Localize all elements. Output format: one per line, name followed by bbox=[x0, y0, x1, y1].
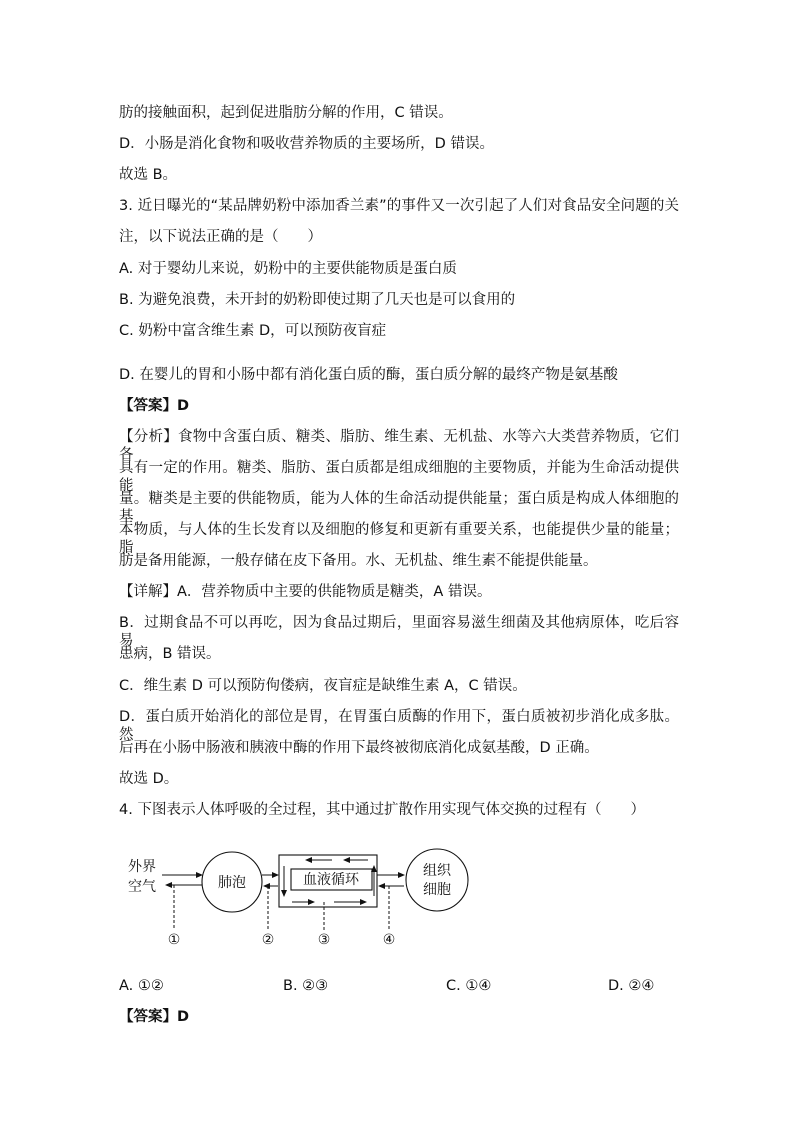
q4-option-c: C. ①④ bbox=[446, 978, 492, 994]
option-d: D. 在婴儿的胃和小肠中都有消化蛋白质的酶，蛋白质分解的最终产物是氨基酸 bbox=[119, 367, 618, 383]
text-line: 故选 B。 bbox=[119, 167, 178, 183]
blood-circulation-label: 血液循环 bbox=[303, 872, 359, 888]
detail-line: 后再在小肠中肠液和胰液中酶的作用下最终被彻底消化成氨基酸，D 正确。 bbox=[119, 740, 599, 756]
detail-line: C．维生素 D 可以预防佝偻病，夜盲症是缺维生素 A，C 错误。 bbox=[119, 678, 527, 694]
process-mark-1: ① bbox=[167, 932, 181, 948]
analysis-line: 本物质，与人体的生长发育以及细胞的修复和更新有重要关系，也能提供少量的能量；脂 bbox=[119, 522, 679, 556]
detail-line: B．过期食品不可以再吃，因为食品过期后，里面容易滋生细菌及其他病原体，吃后容易 bbox=[119, 615, 679, 649]
question-3-stem-cont: 注，以下说法正确的是（ ） bbox=[119, 229, 322, 245]
question-3-stem: 3. 近日曝光的“某品牌奶粉中添加香兰素”的事件又一次引起了人们对食品安全问题的关 bbox=[119, 198, 679, 214]
process-mark-4: ④ bbox=[382, 932, 396, 948]
text-line: 故选 D。 bbox=[119, 771, 179, 787]
q4-option-b: B. ②③ bbox=[283, 978, 329, 994]
analysis-line: 肪是备用能源，一般存储在皮下备用。水、无机盐、维生素不能提供能量。 bbox=[119, 553, 598, 569]
option-a: A. 对于婴幼儿来说，奶粉中的主要供能物质是蛋白质 bbox=[119, 261, 457, 277]
process-mark-2: ② bbox=[261, 932, 275, 948]
tissue-cell-circle bbox=[406, 849, 468, 911]
answer-label: 【答案】D bbox=[119, 398, 190, 414]
detail-line: 患病，B 错误。 bbox=[119, 646, 221, 662]
tissue-cell-label: 细胞 bbox=[423, 882, 451, 898]
option-c: C. 奶粉中富含维生素 D，可以预防夜盲症 bbox=[119, 323, 387, 339]
alveoli-label: 肺泡 bbox=[218, 875, 246, 891]
tissue-cell-label: 组织 bbox=[423, 863, 451, 879]
analysis-line: 具有一定的作用。糖类、脂肪、蛋白质都是组成细胞的主要物质，并能为生命活动提供能 bbox=[119, 460, 679, 494]
analysis-line: 量。糖类是主要的供能物质，能为人体的生命活动提供能量；蛋白质是构成人体细胞的基 bbox=[119, 491, 679, 525]
text-line: D．小肠是消化食物和吸收营养物质的主要场所，D 错误。 bbox=[119, 136, 494, 152]
outside-air-label: 外界 bbox=[128, 859, 156, 875]
analysis-line: 【分析】食物中含蛋白质、糖类、脂肪、维生素、无机盐、水等六大类营养物质，它们各 bbox=[119, 429, 679, 463]
detail-line: 【详解】A．营养物质中主要的供能物质是糖类，A 错误。 bbox=[119, 584, 492, 600]
answer-label-q4: 【答案】D bbox=[119, 1009, 190, 1025]
detail-line: D．蛋白质开始消化的部位是胃，在胃蛋白质酶的作用下，蛋白质被初步消化成多肽。然 bbox=[119, 709, 679, 743]
option-b: B. 为避免浪费，未开封的奶粉即使过期了几天也是可以食用的 bbox=[119, 292, 516, 308]
respiration-diagram bbox=[110, 840, 670, 952]
q4-option-a: A. ①② bbox=[119, 978, 164, 994]
process-mark-3: ③ bbox=[317, 932, 331, 948]
question-4-stem: 4. 下图表示人体呼吸的全过程，其中通过扩散作用实现气体交换的过程有（ ） bbox=[119, 802, 645, 818]
q4-option-d: D. ②④ bbox=[608, 978, 655, 994]
text-line: 肪的接触面积，起到促进脂肪分解的作用，C 错误。 bbox=[119, 105, 453, 121]
outside-air-label: 空气 bbox=[128, 879, 156, 895]
